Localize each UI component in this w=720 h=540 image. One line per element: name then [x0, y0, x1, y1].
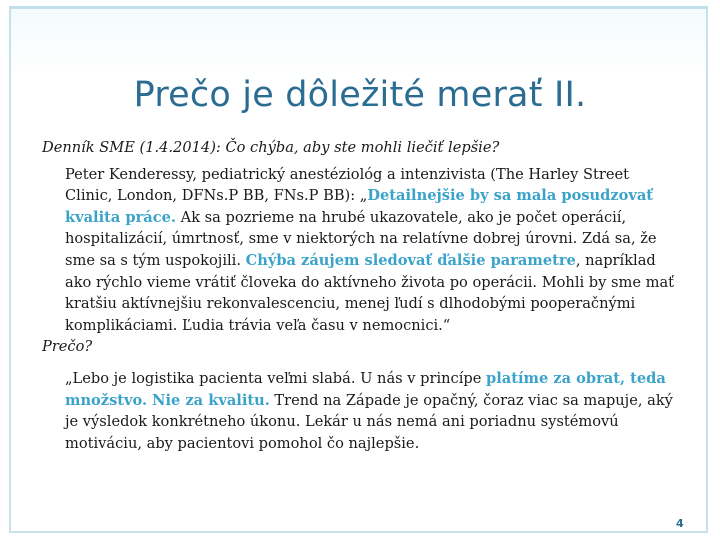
slide-title: Prečo je dôležité merať II.: [133, 75, 587, 115]
answer-1-highlight-2: Chýba záujem sledovať ďalšie parametre: [245, 251, 576, 269]
answer-1-text-1: Peter Kenderessy, pediatrický anestéziológ a intenzivista (The Harley Street Clinic, London, DFNs.P BB, FNs.P BB): „: [65, 165, 629, 205]
answer-1-text-3: , napríklad ako rýchlo vieme vrátiť človeka do aktívneho života po operácii. Mohli by sme mať kratšiu aktívnejšiu rekonvalescenciu, menej ľudí s dlhodobými pooperačnými komplikáciami. Ľudia trávia veľa času v nemocnici.“: [65, 251, 675, 334]
answer-2: [65, 368, 680, 454]
answer-2-highlight-1: platíme za obrat, teda množstvo. Nie za kvalitu.: [65, 369, 666, 409]
answer-2-text-1: „Lebo je logistika pacienta veľmi slabá. U nás v princípe: [65, 369, 487, 387]
page-number: 4: [676, 517, 684, 530]
answer-1-highlight-1: Detailnejšie by sa mala posudzovať kvalita práce.: [65, 187, 654, 226]
answer-2-text-2: Trend na Západe je opačný, čoraz viac sa mapuje, aký je výsledok konkrétneho úkonu. Lekár u nás nemá ani poriadnu systémovú motiváciu, aby pacientovi pomohol čo najlepšie.: [65, 391, 673, 452]
answer-1: [65, 164, 680, 337]
question-1: Denník SME (1.4.2014): Čo chýba, aby ste mohli liečiť lepšie?: [42, 139, 500, 156]
question-2: Prečo?: [42, 338, 93, 356]
slide-body: [42, 137, 692, 454]
answer-1-text-2: Ak sa pozrieme na hrubé ukazovatele, ako je počet operácií, hospitalizácií, úmrtnosť, sme v niektorých na relatívne dobrej úrovni. Zdá sa, že sme sa s tým uspokojili.: [65, 208, 657, 269]
